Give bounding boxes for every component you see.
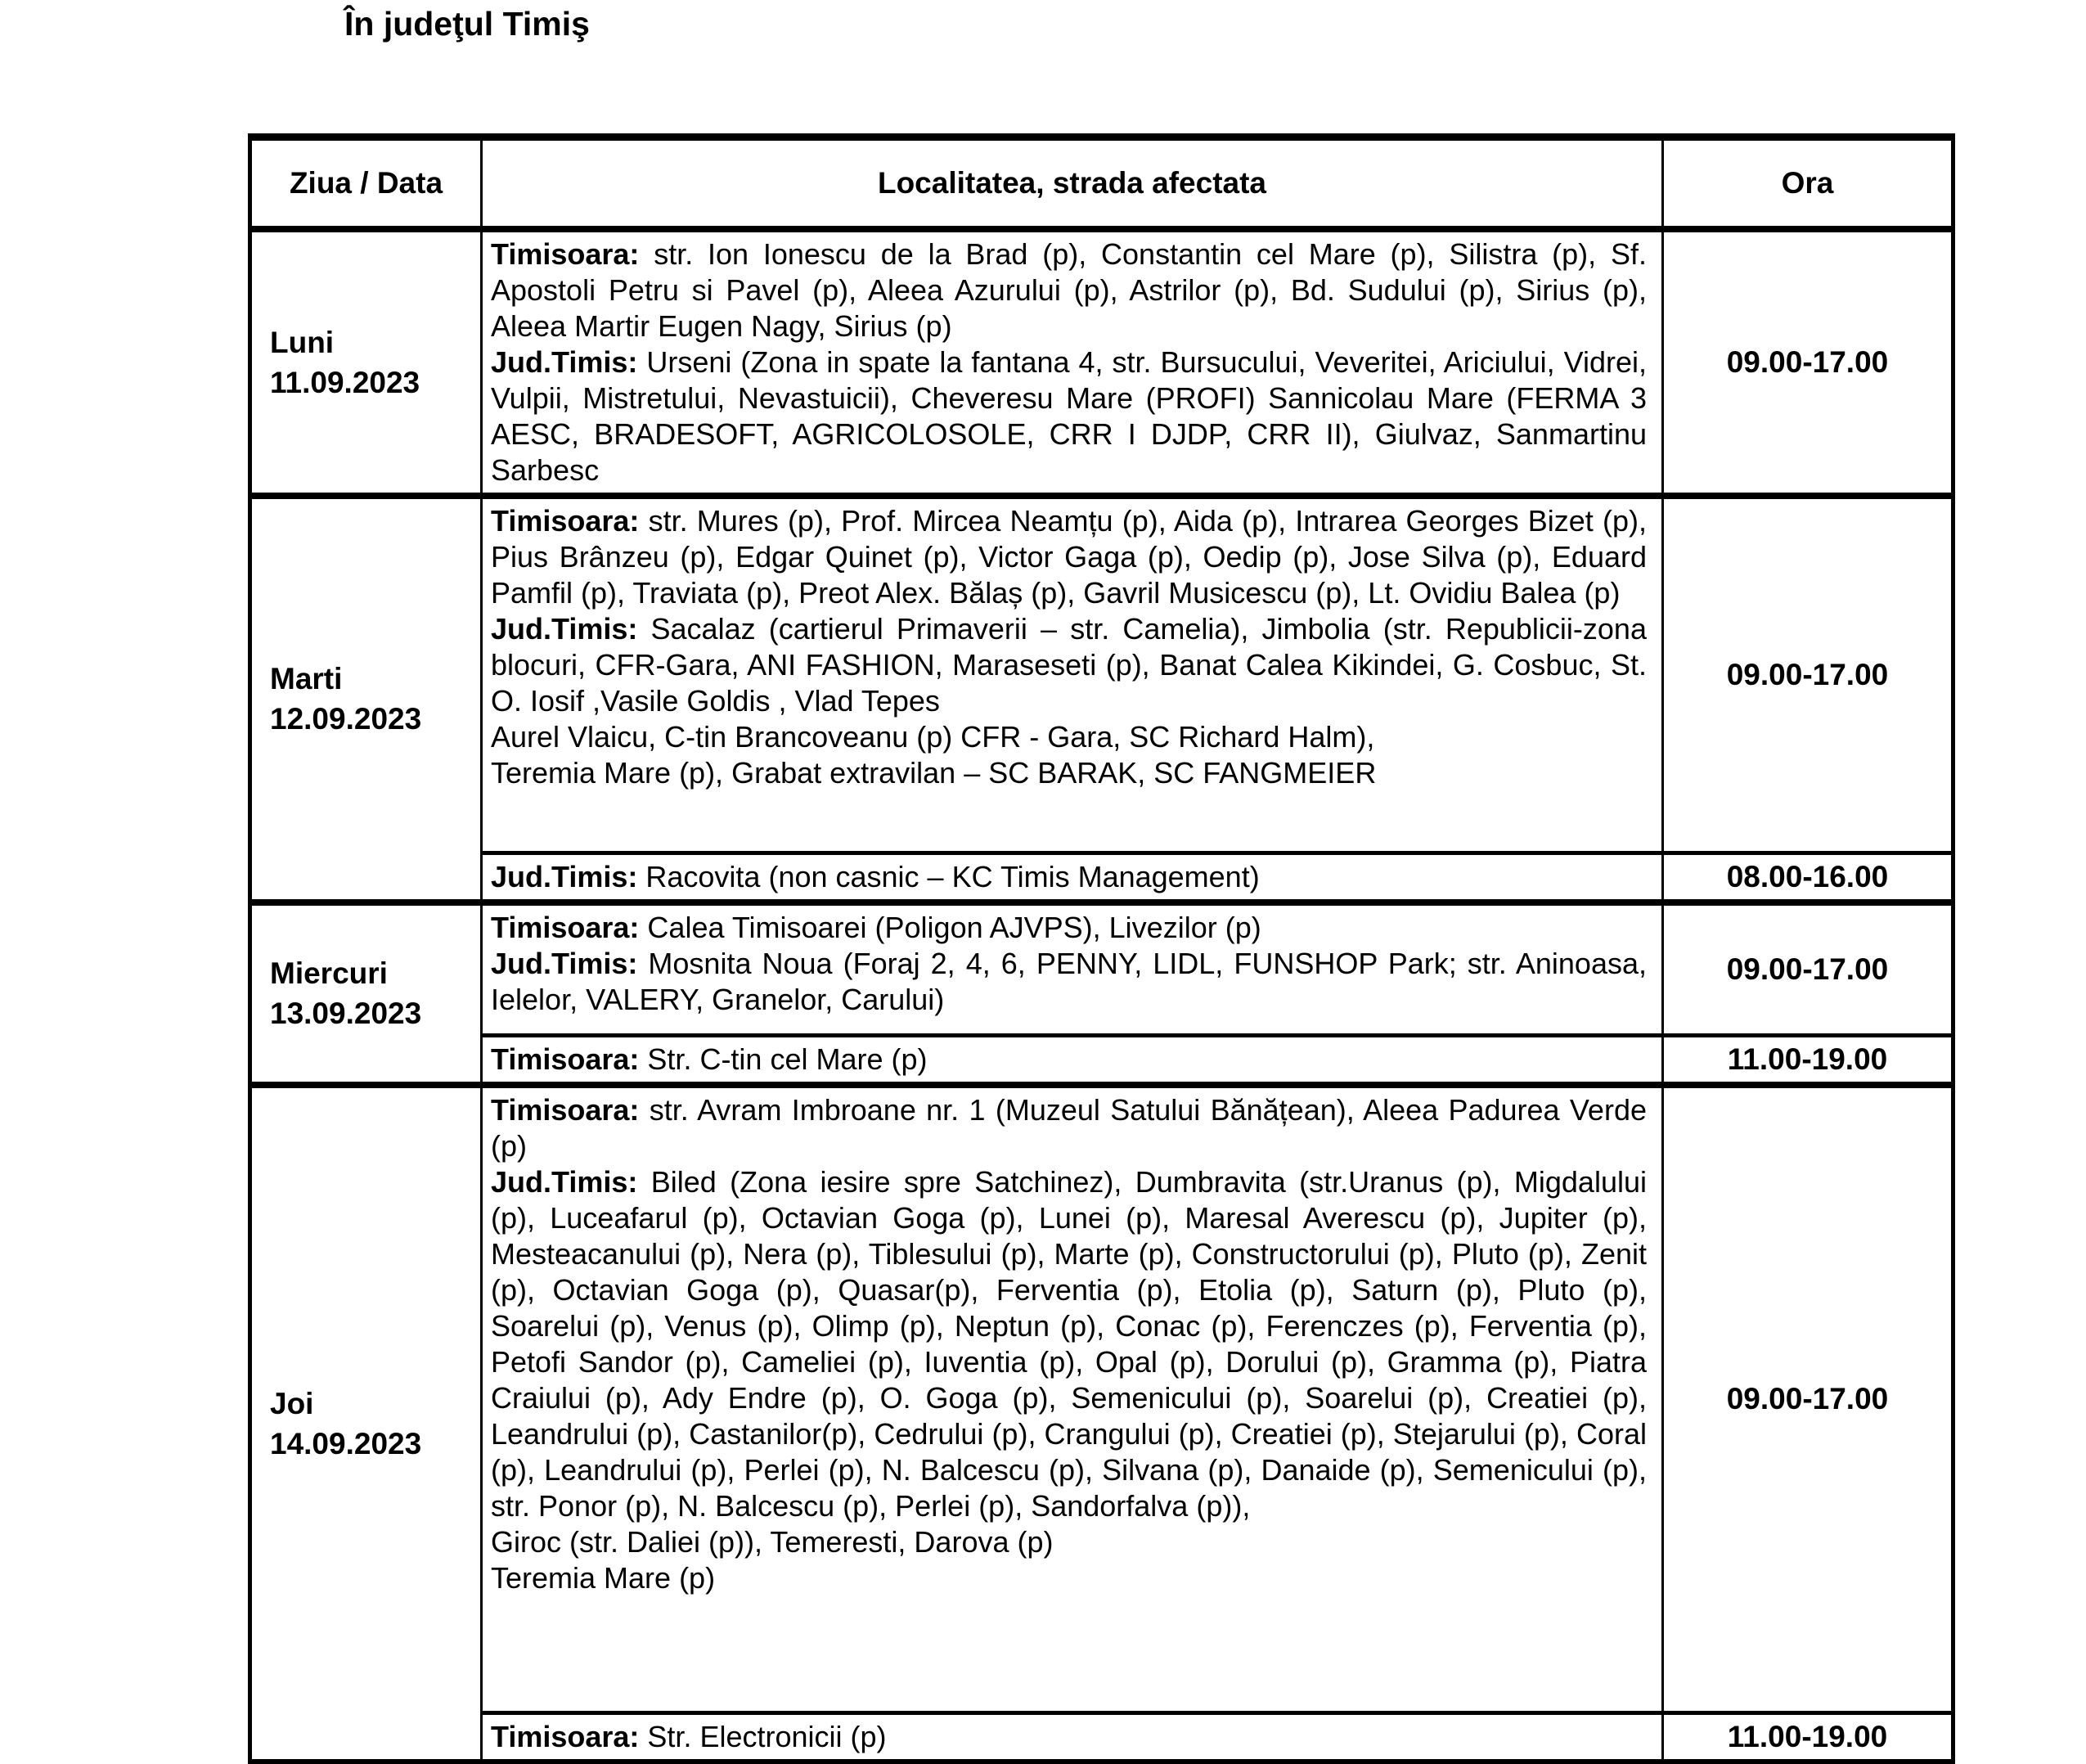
time-cell: 09.00-17.00 [1663,496,1953,853]
location-label: Jud.Timis: [491,611,638,646]
location-paragraph: Jud.Timis: Mosnita Noua (Foraj 2, 4, 6, PENNY, LIDL, FUNSHOP Park; str. Aninoasa, Ielelor, VALERY, Granelor, Carului) [491,947,1647,1016]
day-cell [250,1085,482,1762]
page-title: În judeţul Timiş [344,5,590,43]
day-name: Marti [270,662,343,696]
location-label: Timisoara: [491,1720,640,1753]
table-row [250,1085,1953,1713]
location-cell [482,229,1663,496]
location-paragraph: Timisoara: Calea Timisoarei (Poligon AJVPS), Livezilor (p) [491,911,1261,944]
table-row [250,1713,1953,1762]
day-cell [250,229,482,496]
location-label: Jud.Timis: [491,344,638,379]
day-date: 12.09.2023 [270,702,422,736]
table-row [250,853,1953,903]
location-paragraph: Jud.Timis: Sacalaz (cartierul Primaverii – str. Camelia), Jimbolia (str. Republicii-zona blocuri, CFR-Gara, ANI FASHION, Maraseseti (p), Banat Calea Kikindei, G. Cosbuc, St. O. Iosif ,Vasile Goldis , Vlad Tepes [491,611,1647,718]
location-paragraph: Jud.Timis: Urseni (Zona in spate la fantana 4, str. Bursucului, Veveritei, Ariciului, Vidrei, Vulpii, Mistretului, Nevastuicii), Cheveresu Mare (PROFI) Sannicolau Mare (FERMA 3 AESC, BRADESOFT, AGRICOLOSOLE, CRR I DJDP, CRR II), Giulvaz, Sanmartinu Sarbesc [491,344,1647,487]
outage-table [248,133,1955,1764]
location-paragraph: Timisoara: str. Ion Ionescu de la Brad (p), Constantin cel Mare (p), Silistra (p), Sf. Apostoli Petru si Pavel (p), Aleea Azurului (p), Astrilor (p), Bd. Sudului (p), Sirius (p), Aleea Martir Eugen Nagy, Sirius (p) [491,236,1647,343]
location-paragraph: Aurel Vlaicu, C-tin Brancoveanu (p) CFR - Gara, SC Richard Halm), [491,719,1375,754]
time-cell: 11.00-19.00 [1663,1713,1953,1762]
day-cell [250,902,482,1085]
time-cell: 09.00-17.00 [1663,1085,1953,1713]
location-label: Timisoara: [491,236,640,271]
time-cell: 08.00-16.00 [1663,853,1953,903]
location-paragraph: Jud.Timis: Biled (Zona iesire spre Satchinez), Dumbravita (str.Uranus (p), Migdalului (p), Luceafarul (p), Octavian Goga (p), Lunei (p), Maresal Averescu (p), Jupiter (p), Mesteacanului (p), Nera (p), Tiblesului (p), Marte (p), Constructorului (p), Pluto (p), Zenit (p), Octavian Goga (p), Quasar(p), Ferventia (p), Etolia (p), Saturn (p), Pluto (p), Soarelui (p), Venus (p), Olimp (p), Neptun (p), Conac (p), Ferenczes (p), Ferventia (p), Petofi Sandor (p), Cameliei (p), Iuventia (p), Opal (p), Dorului (p), Gramma (p), Piatra Craiului (p), Ady Endre (p), O. Goga (p), Semenicului (p), Soarelui (p), Creatiei (p), Leandrului (p), Castanilor(p), Cedrului (p), Crangului (p), Creatiei (p), Stejarului (p), Coral (p), Leandrului (p), Perlei (p), N. Balcescu (p), Silvana (p), Danaide (p), Semenicului (p), str. Ponor (p), N. Balcescu (p), Perlei (p), Sandorfalva (p)), [491,1164,1647,1523]
day-date: 11.09.2023 [270,365,420,399]
location-paragraph: Giroc (str. Daliei (p)), Temeresti, Darova (p) [491,1524,1054,1559]
table-row [250,229,1953,496]
location-cell [482,1035,1663,1085]
location-cell [482,1085,1663,1713]
location-paragraph: Teremia Mare (p), Grabat extravilan – SC BARAK, SC FANGMEIER [491,755,1377,790]
location-label: Timisoara: [491,1092,640,1127]
day-name: Luni [270,325,335,359]
location-label: Jud.Timis: [491,860,638,893]
location-paragraph: Jud.Timis: Racovita (non casnic – KC Timis Management) [491,860,1260,893]
time-cell: 09.00-17.00 [1663,902,1953,1035]
location-cell [482,496,1663,853]
day-cell [250,496,482,903]
location-cell [482,1713,1663,1762]
day-date: 14.09.2023 [270,1426,422,1460]
location-paragraph: Teremia Mare (p) [491,1560,716,1595]
day-name: Joi [270,1386,314,1420]
time-cell: 11.00-19.00 [1663,1035,1953,1085]
day-date: 13.09.2023 [270,997,422,1031]
location-paragraph: Timisoara: Str. Electronicii (p) [491,1720,887,1753]
table-header-row [250,137,1953,229]
day-name: Miercuri [270,956,388,991]
location-label: Timisoara: [491,503,640,538]
time-cell: 09.00-17.00 [1663,229,1953,496]
location-cell [482,853,1663,903]
location-paragraph: Timisoara: Str. C-tin cel Mare (p) [491,1042,928,1076]
location-label: Jud.Timis: [491,947,638,980]
table-body [250,229,1953,1762]
location-paragraph: Timisoara: str. Mures (p), Prof. Mircea Neamțu (p), Aida (p), Intrarea Georges Bizet (p), Pius Brânzeu (p), Edgar Quinet (p), Victor Gaga (p), Oedip (p), Jose Silva (p), Eduard Pamfil (p), Traviata (p), Preot Alex. Bălaș (p), Gavril Musicescu (p), Lt. Ovidiu Balea (p) [491,503,1647,610]
location-label: Timisoara: [491,1042,640,1076]
location-label: Timisoara: [491,911,640,944]
table-head [250,137,1953,229]
table-row [250,1035,1953,1085]
table-row [250,496,1953,853]
location-cell [482,902,1663,1035]
header-day: Ziua / Data [250,137,482,229]
header-time: Ora [1663,137,1953,229]
location-label: Jud.Timis: [491,1164,638,1199]
table-row [250,902,1953,1035]
header-location: Localitatea, strada afectata [482,137,1663,229]
location-paragraph: Timisoara: str. Avram Imbroane nr. 1 (Muzeul Satului Bănățean), Aleea Padurea Verde (p) [491,1092,1647,1163]
